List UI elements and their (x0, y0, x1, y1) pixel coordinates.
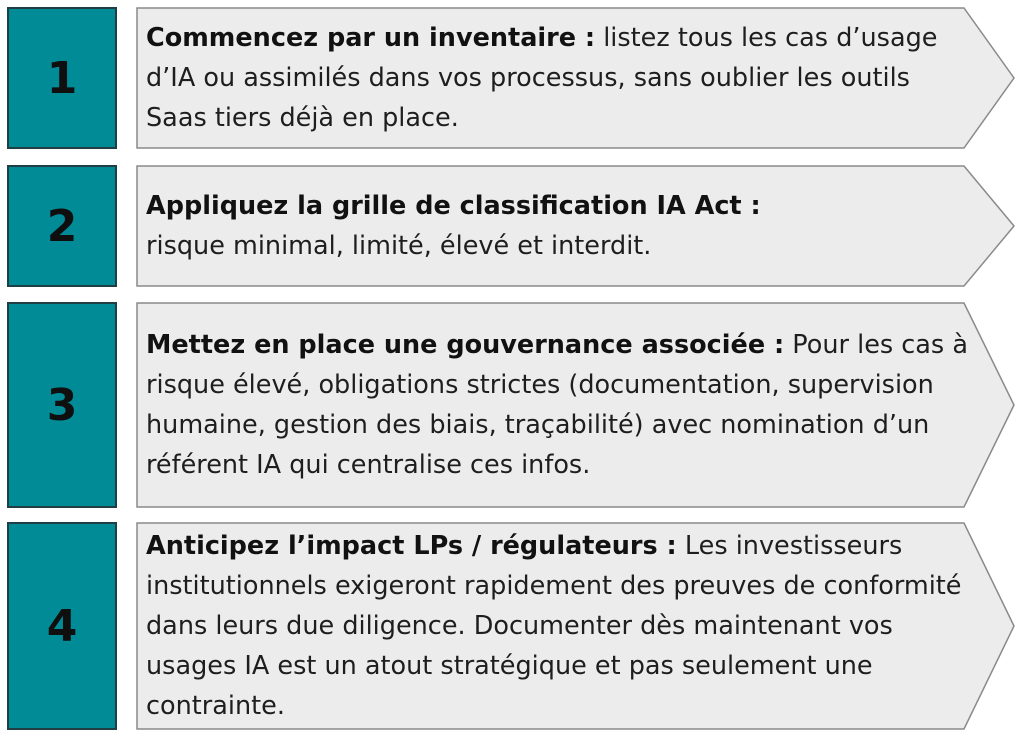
step-3-number: 3 (46, 379, 78, 431)
step-1-text (146, 7, 976, 149)
step-2-text (146, 165, 786, 287)
step-1 (0, 7, 1024, 149)
step-2-number: 2 (46, 200, 78, 252)
step-4 (0, 522, 1024, 730)
step-2 (0, 165, 1024, 287)
step-3 (0, 302, 1024, 508)
step-4-body: Les investisseurs institutionnels exigeront rapidement des preuves de conformité dans leurs due diligence. Documenter dès maintenant vos usages IA est un atout stratégique et pas seulement une contrainte. (146, 531, 962, 721)
step-1-title: Commencez par un inventaire : (146, 23, 596, 53)
step-1-body: listez tous les cas d’usage d’IA ou assimilés dans vos processus, sans oublier les outils Saas tiers déjà en place. (146, 23, 938, 133)
step-2-title: Appliquez la grille de classification IA Act : (146, 191, 761, 221)
step-4-number-box (7, 522, 117, 730)
step-2-body: risque minimal, limité, élevé et interdit. (146, 231, 652, 261)
step-1-number-box (7, 7, 117, 149)
step-3-title: Mettez en place une gouvernance associée : (146, 330, 785, 360)
step-4-text (146, 522, 976, 730)
step-3-number-box (7, 302, 117, 508)
step-4-title: Anticipez l’impact LPs / régulateurs : (146, 531, 677, 561)
step-4-number: 4 (46, 600, 78, 652)
step-3-body: Pour les cas à risque élevé, obligations strictes (documentation, supervision humaine, gestion des biais, traçabilité) avec nomination d’un référent IA qui centralise ces infos. (146, 330, 968, 480)
step-2-number-box (7, 165, 117, 287)
step-3-text (146, 302, 976, 508)
step-1-number: 1 (46, 52, 78, 104)
